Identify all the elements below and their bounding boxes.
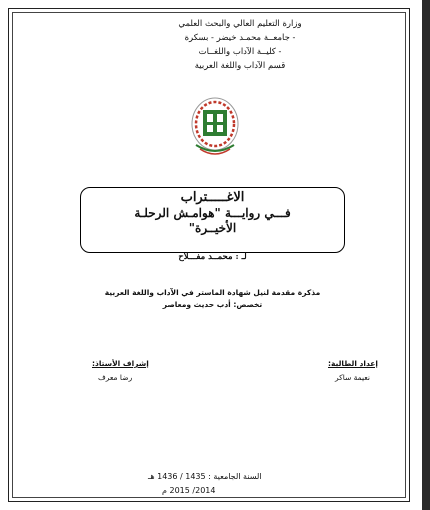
university-logo <box>190 95 240 161</box>
viewer-scrollbar-edge <box>422 0 430 510</box>
title-box <box>80 187 345 253</box>
faculty-line: - كليــة الآداب واللغــات <box>198 47 282 57</box>
student-label: إعداد الطالبة: <box>328 359 378 368</box>
title-line-3: الأخيــرة" <box>188 221 237 235</box>
supervisor-name: رضا معرف <box>98 373 133 382</box>
title-line-1: الاغـــــتراب <box>180 190 245 205</box>
institution-header <box>150 17 330 73</box>
thesis-description <box>60 287 365 311</box>
specialty-line: تخصص: أدب حديث ومعاصر <box>162 300 263 309</box>
novel-author: لـ : محمــد مفـــلاح <box>178 252 247 262</box>
academic-year-gregorian: 2014/ 2015 م <box>162 486 216 495</box>
memo-line-1: مذكرة مقدمة لنيل شهادة الماستر في الآداب واللغة العربية <box>104 288 321 297</box>
ministry-line: وزارة التعليم العالي والبحث العلمي <box>178 19 302 29</box>
university-line: - جامعــة محمـد خيضر - بسكرة <box>184 33 296 43</box>
supervisor-label: إشراف الأستاذ: <box>92 359 149 368</box>
department-line: قسم الآداب واللغة العربية <box>194 61 286 71</box>
academic-year-hijri: السنة الجامعية : 1435 / 1436 هـ <box>148 472 262 481</box>
student-name: نعيمة ساكر <box>335 373 370 382</box>
title-line-2: فـــي روايـــة "هوامـش الرحلـة <box>134 206 291 220</box>
